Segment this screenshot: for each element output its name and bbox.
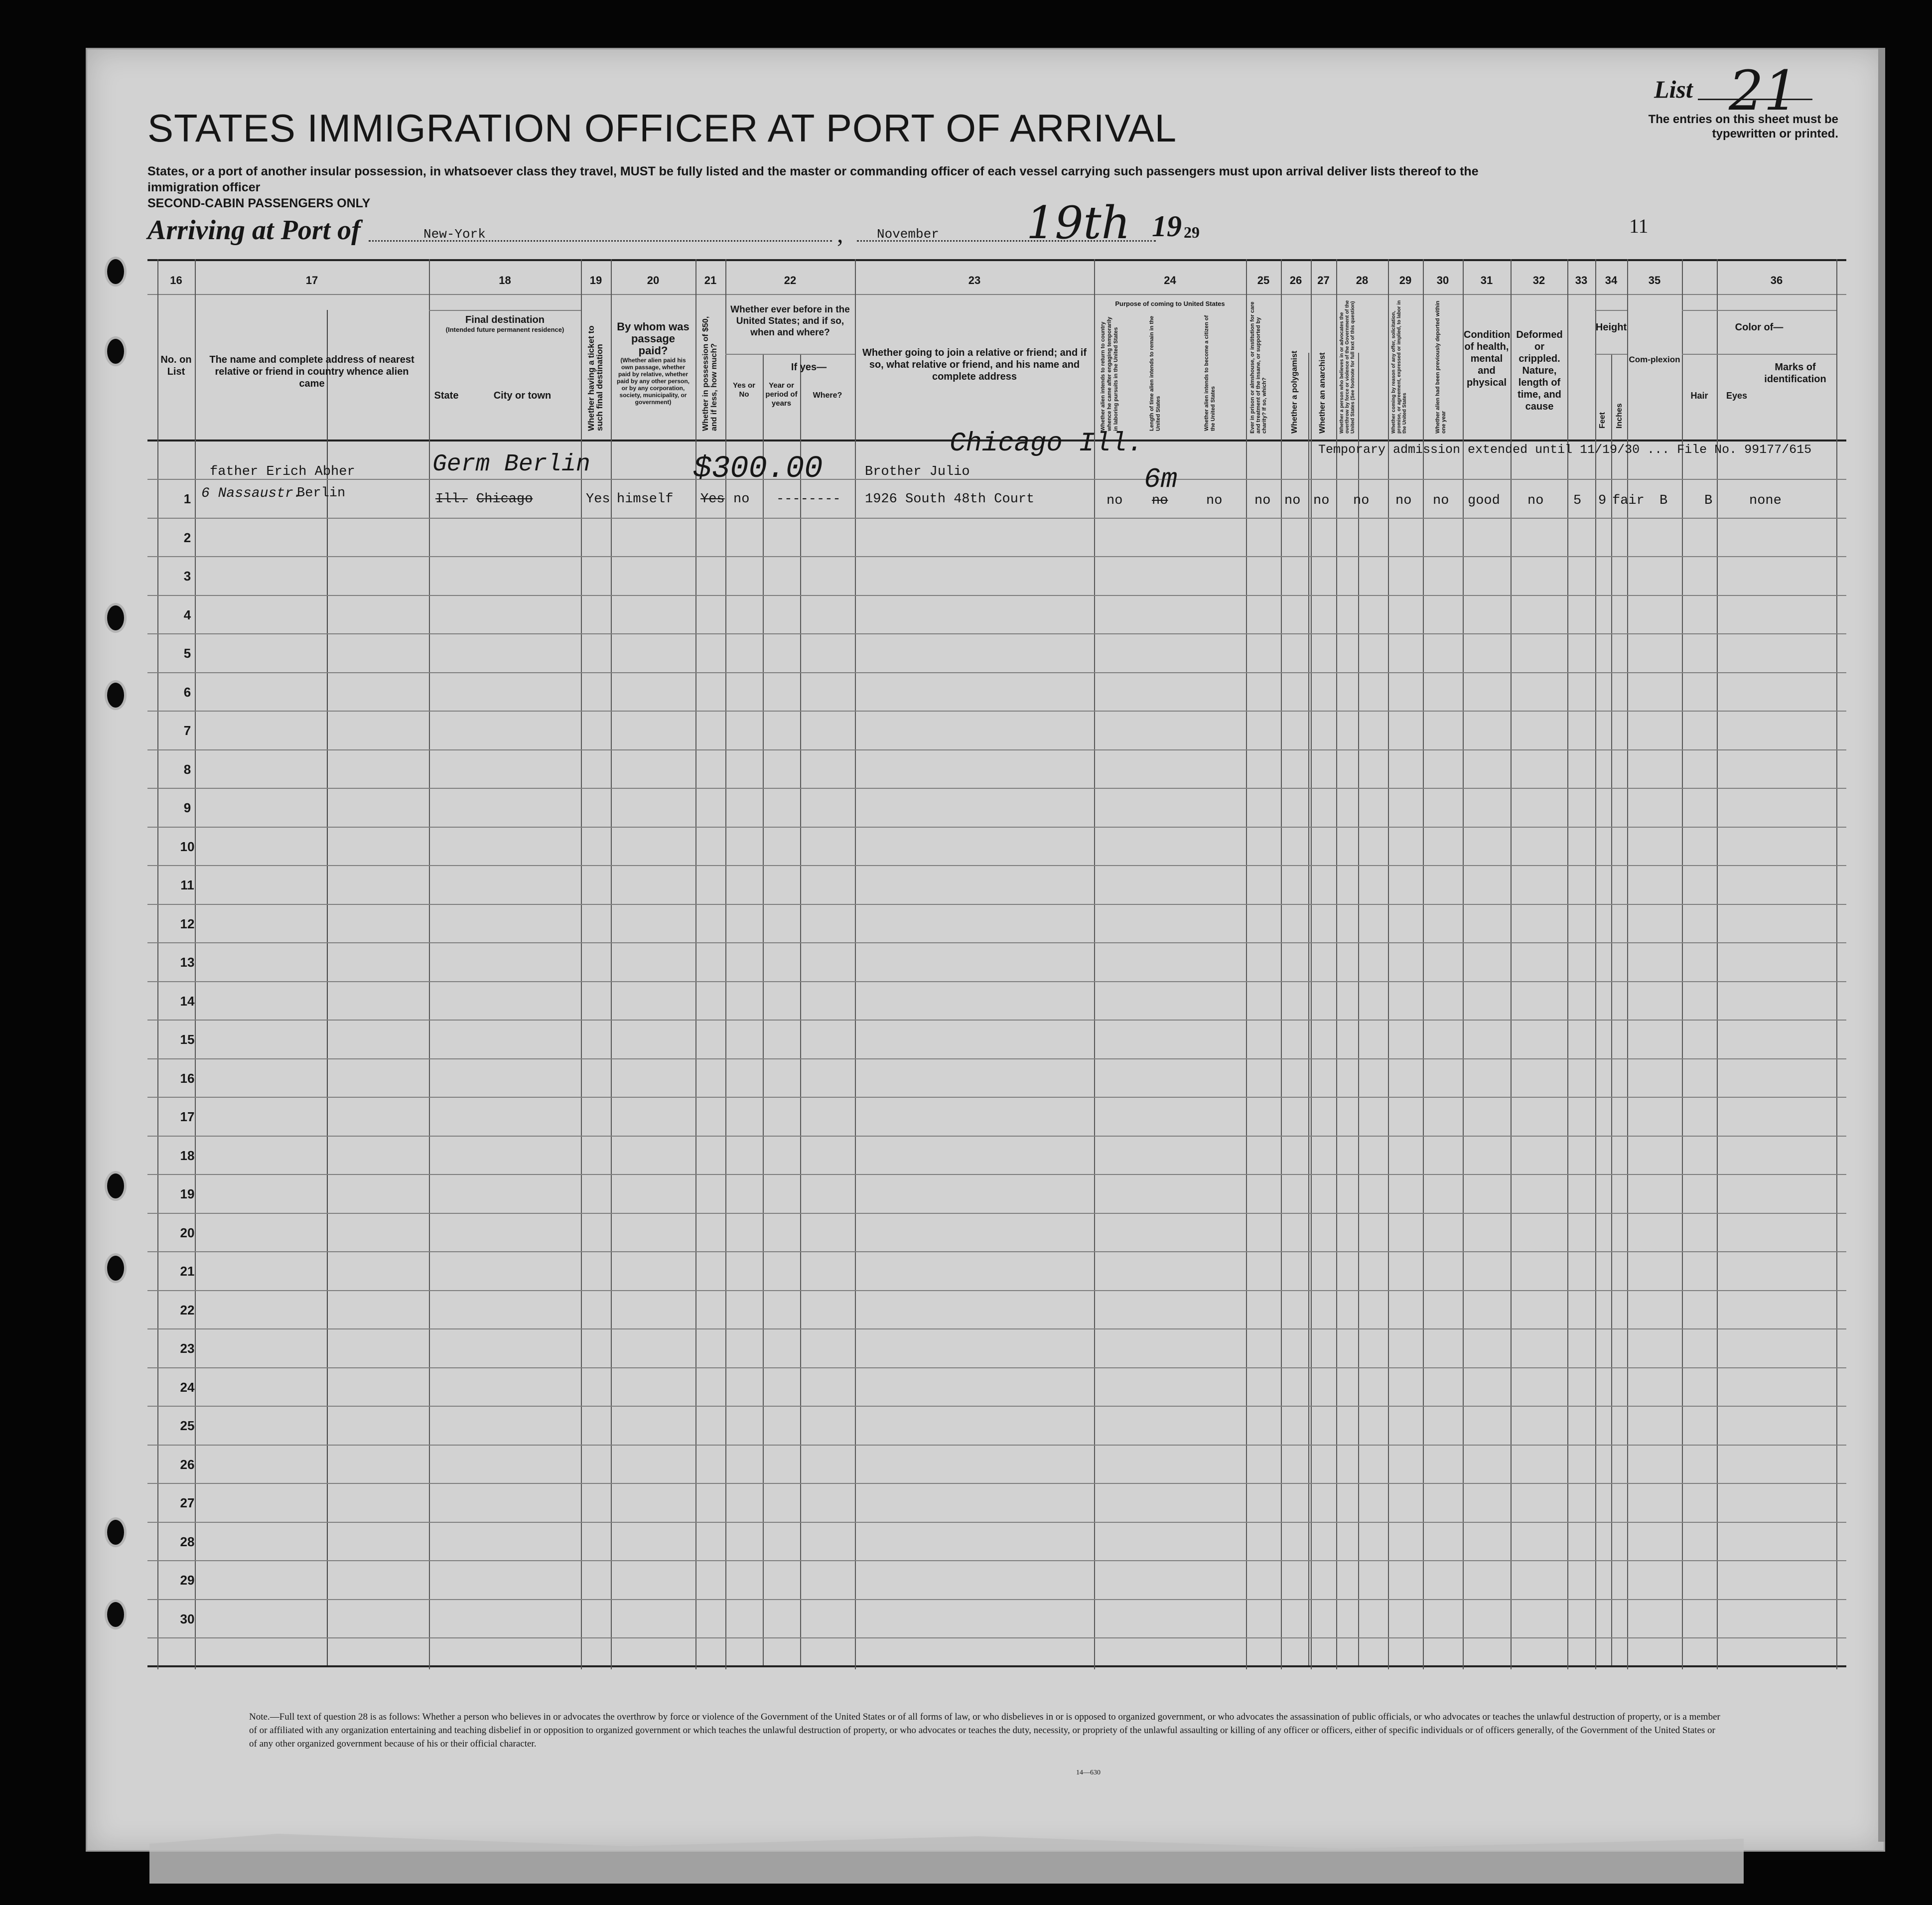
row-rule	[147, 633, 1846, 634]
arriving-label: Arriving at Port of	[147, 215, 361, 246]
relative-street: 6 Nassaustr.	[201, 486, 302, 501]
row-rule	[147, 1483, 1846, 1484]
col-number: 27	[1317, 274, 1330, 287]
col-rule	[1567, 259, 1568, 1669]
row-number: 7	[183, 723, 191, 738]
row-number: 14	[180, 994, 195, 1009]
row-rule	[147, 942, 1846, 943]
header-city: City or town	[493, 390, 552, 401]
header-deformed: Deformed or crippled. Nature, length of time, and cause	[1516, 329, 1563, 412]
header-eyes: Eyes	[1726, 391, 1748, 401]
sub-rule	[1595, 354, 1627, 355]
header-no-on-list: No. on List	[160, 354, 192, 377]
row-rule	[147, 672, 1846, 673]
manifest-table	[147, 259, 1846, 1669]
dest-city: Chicago	[476, 492, 533, 507]
col-rule	[855, 259, 856, 1669]
col-rule	[763, 354, 764, 1665]
col-rule	[1388, 259, 1389, 1669]
col-rule	[1423, 259, 1424, 1669]
col-rule	[327, 310, 328, 1665]
eyes-value: B	[1704, 493, 1713, 508]
header-purpose-return: Whether alien intends to return to country whence he came after engaging temporarily in laboring pursuits in the United States	[1100, 316, 1119, 431]
header-feet: Feet	[1598, 412, 1607, 429]
row-rule	[147, 1058, 1846, 1059]
header-ever-before: Whether ever before in the United States; and if so, when and where?	[730, 304, 850, 338]
row-number: 9	[183, 800, 191, 815]
header-join-relative: Whether going to join a relative or friend; and if so, what relative or friend, and his name and complete address	[862, 347, 1087, 382]
money-value: $300.00	[693, 451, 823, 486]
port-value: New-York	[423, 227, 486, 242]
header-passage-paid-sub: (Whether alien paid his own passage, whether paid by relative, whether paid by any other person, or by any corporation, society, municipality, or government)	[616, 357, 690, 406]
row-number: 13	[180, 955, 195, 970]
sub-rule	[725, 354, 855, 355]
col-rule	[1717, 259, 1718, 1669]
row-rule	[147, 711, 1846, 712]
header-color-of: Color of—	[1735, 322, 1784, 333]
header-passage-paid	[616, 321, 690, 406]
row-number: 30	[180, 1612, 195, 1626]
citizen-value: no	[1206, 493, 1223, 508]
col-rule	[800, 354, 801, 1665]
row-rule	[147, 981, 1846, 982]
header-inches: Inches	[1615, 403, 1624, 429]
row-rule	[147, 1599, 1846, 1600]
row-rule	[147, 1136, 1846, 1137]
form-title: STATES IMMIGRATION OFFICER AT PORT OF ARRIVAL	[147, 106, 1177, 150]
admission-annotation: Temporary admission extended until 11/19/30 ... File No. 99177/615	[1318, 442, 1812, 457]
year-suffix: 29	[1184, 223, 1200, 241]
join-relative-address: 1926 South 48th Court	[865, 492, 1035, 507]
length-of-stay: 6m	[1144, 463, 1178, 495]
sub-rule	[429, 310, 581, 311]
header-year-period: Year or period of years	[765, 381, 798, 408]
col-rule	[1336, 259, 1337, 1669]
row-number: 19	[180, 1186, 195, 1201]
row-rule	[147, 1406, 1846, 1407]
health-value: good	[1468, 493, 1500, 508]
col-number: 20	[647, 274, 660, 287]
col-number: 31	[1480, 274, 1493, 287]
header-hair: Hair	[1690, 391, 1708, 401]
row-number: 28	[180, 1534, 195, 1549]
col-number: 29	[1399, 274, 1412, 287]
row-number: 17	[180, 1109, 195, 1124]
typewritten-notice: The entries on this sheet must be typewritten or printed.	[1648, 113, 1838, 141]
row-rule	[147, 1097, 1846, 1098]
comma-separator: ,	[837, 220, 843, 248]
row-number: 23	[180, 1341, 195, 1356]
marks-value: none	[1749, 493, 1782, 508]
instructions-text: States, or a port of another insular possession, in whatsoever class they travel, MUST be fully listed and the master or commanding officer of each vessel carrying such passengers must upon arrival deliver lists thereof to the immigration officer	[147, 164, 1479, 194]
row-number: 26	[180, 1457, 195, 1472]
col-rule	[1627, 259, 1628, 1669]
header-ticket: Whether having a ticket to such final destination	[586, 325, 604, 431]
length-struck: no	[1152, 493, 1168, 508]
footnote-q28: Note.—Full text of question 28 is as follows: Whether a person who believes in or advocates the overthrow by force or violence of the Government of the United States or of all forms of law, or who disbelieves in or is opposed to organized government, or who advocates the assassination of public officials, or who advocates or teaches the unlawful destruction of property, or is a member of or affiliated with any organization entertaining and teaching disbelief in or opposition to organized government or which teaches the unlawful destruction of property, or who advocates or teaches the duty, necessity, or propriety of the unlawful assaulting or killing of any officer or officers, either of specific individuals or of officers generally, of the Government of the United States or of any other organized government because of his or their official character.	[249, 1712, 1720, 1749]
col-rule	[1836, 259, 1837, 1669]
row-rule	[147, 1251, 1846, 1252]
row-rule	[147, 865, 1846, 866]
header-where: Where?	[813, 391, 842, 400]
header-height: Height	[1595, 322, 1627, 333]
when-where-value: --------	[776, 492, 841, 507]
cabin-class: SECOND-CABIN PASSENGERS ONLY	[147, 196, 371, 210]
page-mark: 11	[1629, 215, 1649, 237]
row-number: 10	[180, 839, 195, 854]
header-passage-paid-title: By whom was passage paid?	[617, 320, 690, 357]
deformed-value: no	[1527, 493, 1544, 508]
row-number: 20	[180, 1225, 195, 1240]
binder-hole	[105, 257, 127, 287]
row-rule	[147, 1637, 1846, 1638]
ever-before-value: no	[733, 492, 750, 507]
row-rule	[147, 904, 1846, 905]
table-rule	[147, 1665, 1846, 1667]
inches-value: 9	[1598, 493, 1607, 508]
row-number: 6	[183, 685, 191, 700]
row-rule	[147, 1367, 1846, 1368]
row-rule	[147, 556, 1846, 557]
row-number: 15	[180, 1032, 195, 1047]
header-q28: Whether a person who believes in or advocates the overthrow by force or violence of the Government of the United States (See footnote for full text of this question)	[1339, 300, 1356, 434]
col-rule	[1511, 259, 1512, 1669]
binder-hole	[105, 1517, 127, 1547]
col-number: 21	[704, 274, 717, 287]
col-number: 35	[1648, 274, 1661, 287]
q30-value: no	[1433, 493, 1449, 508]
row-number: 11	[180, 878, 194, 892]
row-number: 5	[183, 646, 191, 661]
col-number: 19	[589, 274, 602, 287]
handwritten-join-city: Chicago Ill.	[950, 429, 1143, 459]
form-code: 14—630	[1076, 1769, 1101, 1776]
col-rule	[1463, 259, 1464, 1669]
complexion-value: fair	[1612, 493, 1645, 508]
binder-hole	[105, 680, 127, 710]
row-number: 22	[180, 1303, 195, 1318]
instructions	[147, 163, 1542, 211]
binder-hole	[105, 1600, 127, 1629]
col-number: 22	[784, 274, 797, 287]
col-rule	[1311, 259, 1312, 1669]
return-value: no	[1106, 493, 1123, 508]
ticket-value: Yes	[586, 492, 610, 507]
col-number: 18	[499, 274, 511, 287]
header-anarchist: Whether an anarchist	[1318, 352, 1327, 434]
row-number: 16	[180, 1071, 195, 1086]
q29-value: no	[1395, 493, 1412, 508]
row-rule	[147, 788, 1846, 789]
row-rule	[147, 1445, 1846, 1446]
col-rule	[1094, 259, 1095, 1669]
possession-typed: Yes	[700, 492, 725, 507]
header-complexion: Com-plexion	[1629, 355, 1680, 364]
header-purpose-length: Length of time alien intends to remain in the United States	[1149, 315, 1161, 431]
col-rule	[1611, 354, 1612, 1665]
header-purpose-citizen: Whether alien intends to become a citizen of the United States	[1204, 315, 1216, 431]
row-number: 25	[180, 1418, 195, 1433]
header-final-destination-sub: (Intended future permanent residence)	[445, 326, 564, 333]
row-rule	[147, 1522, 1846, 1523]
month-value: November	[877, 227, 939, 242]
col-number: 33	[1575, 274, 1588, 287]
col-rule	[1308, 353, 1309, 1665]
row-number: 27	[180, 1495, 195, 1510]
header-if-yes: If yes—	[791, 362, 827, 373]
row-number: 1	[183, 491, 191, 506]
table-rule	[147, 259, 1846, 261]
col-number: 25	[1257, 274, 1270, 287]
header-purpose: Purpose of coming to United States	[1115, 300, 1225, 307]
row-rule	[147, 1020, 1846, 1021]
prison-value: no	[1254, 493, 1271, 508]
row-number: 3	[183, 569, 191, 584]
col-number: 36	[1770, 274, 1783, 287]
row-number: 8	[183, 762, 191, 777]
binder-hole	[105, 336, 127, 366]
header-nearest-relative: The name and complete address of nearest relative or friend in country whence alien came	[209, 354, 414, 389]
row-rule	[147, 1174, 1846, 1175]
col-rule	[1595, 259, 1596, 1669]
year-prefix: 19	[1152, 210, 1182, 243]
row-rule	[147, 749, 1846, 750]
row-number: 4	[183, 607, 191, 622]
header-polygamist: Whether a polygamist	[1290, 350, 1299, 434]
table-rule	[147, 294, 1846, 295]
row-rule	[147, 1560, 1846, 1561]
row-rule	[147, 595, 1846, 596]
list-number: 21	[1729, 59, 1798, 123]
list-label: List	[1654, 75, 1693, 103]
header-state: State	[434, 390, 459, 401]
anarchist-value: no	[1313, 493, 1330, 508]
polygamist-value: no	[1284, 493, 1301, 508]
header-condition: Condition of health, mental and physical	[1464, 329, 1511, 388]
row-number: 2	[183, 530, 191, 545]
dest-state: Ill.	[435, 492, 468, 507]
col-number: 23	[968, 274, 981, 287]
col-number: 17	[305, 274, 318, 287]
row-number: 21	[180, 1264, 195, 1279]
col-rule	[1281, 259, 1282, 1669]
handwritten-destination: Germ Berlin	[432, 451, 590, 478]
col-number: 28	[1356, 274, 1369, 287]
col-number: 30	[1436, 274, 1449, 287]
row-rule	[147, 1213, 1846, 1214]
row-rule	[147, 1290, 1846, 1291]
col-number: 16	[170, 274, 182, 287]
sub-rule	[1682, 354, 1836, 355]
sheet-edge	[1878, 48, 1885, 1842]
hair-value: B	[1659, 493, 1668, 508]
sub-rule	[1595, 310, 1627, 311]
row-rule	[147, 827, 1846, 828]
row-rule	[147, 518, 1846, 519]
binder-hole	[105, 1171, 127, 1201]
row-number: 24	[180, 1380, 195, 1395]
q28-value: no	[1353, 493, 1370, 508]
header-final-destination	[431, 314, 578, 334]
row-rule	[147, 479, 1846, 480]
binder-hole	[105, 1253, 127, 1283]
relative-name: father Erich Abher	[210, 464, 355, 479]
row-number: 18	[180, 1148, 195, 1163]
join-relative-name: Brother Julio	[865, 464, 970, 479]
row-number: 29	[180, 1573, 195, 1588]
header-yes-no: Yes or No	[732, 381, 756, 399]
binder-hole	[105, 603, 127, 633]
header-q30: Whether alien had been previously deported within one year	[1435, 300, 1447, 434]
relative-city: Berlin	[297, 486, 346, 501]
col-number: 32	[1532, 274, 1545, 287]
col-rule	[1682, 259, 1683, 1669]
header-final-destination-title: Final destination	[465, 314, 545, 325]
col-rule	[1358, 353, 1359, 1665]
feet-value: 5	[1573, 493, 1582, 508]
header-q29: Whether coming by reason of any offer, solicitation, promise, or agreement, expressed or implied, to labor in the United States	[1391, 300, 1407, 434]
sub-rule	[1682, 310, 1836, 311]
col-number: 26	[1289, 274, 1302, 287]
col-number: 24	[1164, 274, 1176, 287]
header-prison: Ever in prison or almshouse, or institution for care and treatment of the insane, or supported by charity? If so, which?	[1249, 301, 1267, 434]
row-number: 12	[180, 916, 195, 931]
row-rule	[147, 1328, 1846, 1329]
passage-paid-value: himself	[617, 492, 674, 507]
col-number: 34	[1605, 274, 1618, 287]
header-marks: Marks of identification	[1764, 362, 1826, 385]
col-rule	[1246, 259, 1247, 1669]
col-rule	[429, 259, 430, 1669]
col-rule	[611, 259, 612, 1669]
header-possession-50: Whether in possession of $50, and if less, how much?	[701, 316, 718, 431]
day-value: 19th	[1026, 197, 1130, 249]
